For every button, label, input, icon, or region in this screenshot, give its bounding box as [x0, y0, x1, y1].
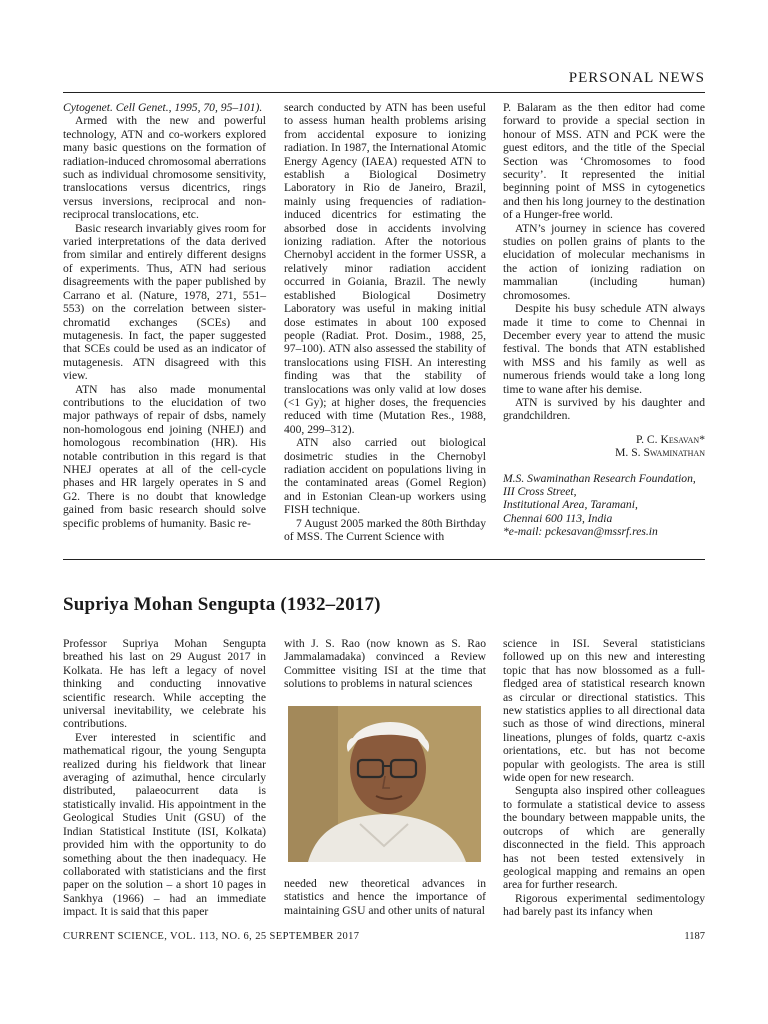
paragraph: ATN’s journey in science has covered studies on pollen grains of plants to the elucidation of molecular mechanisms in the action of ionizing radiation on mammalian (including human) chromosomes. [503, 221, 705, 302]
obituary-column-2-bottom [284, 877, 486, 917]
paragraph: Cytogenet. Cell Genet., 1995, 70, 95–101). [63, 101, 263, 114]
paragraph: search conducted by ATN has been useful to assess human health problems arising from accidental exposure to ionizing radiation. In 1987, the International Atomic Energy Agency (IAEA) requested ATN to establish a Biological Dosimetry Laboratory in Rio de Janeiro, Brazil, mainly using frequencies of radiation-induced dicentrics for estimating the absorbed dose in accidents involving ionizing radiation. After the notorious Chernobyl accident in the former USSR, a relatively minor radiation accident occurred in Goiania, Brazil. The newly established Biological Dosimetry Laboratory was useful in making initial dose estimates in about 100 exposed people (Radiat. Prot. Dosim., 1988, 25, 97–100). ATN also assessed the stability of translocations using FISH. An interesting finding was that the stability of translocations was only valid at low doses (<1 Gy); at higher doses, the frequencies reduced with time (Mutation Res., 1988, 400, 299–312). [284, 101, 486, 436]
paragraph: ATN is survived by his daughter and grandchildren. [503, 395, 705, 423]
section-header: PERSONAL NEWS [568, 70, 705, 86]
paragraph: Despite his busy schedule ATN always made it time to come to Chennai in December every year to attend the music festival. The bonds that ATN established with MSS and his family as well as numerous friends would take a long long time to wane after his demise. [503, 302, 705, 396]
address-line: M.S. Swaminathan Research Foundation, [503, 471, 696, 485]
paragraph: 7 August 2005 marked the 80th Birthday of MSS. The Current Science with [284, 516, 486, 543]
address-line: III Cross Street, [503, 484, 577, 498]
portrait-photo [288, 706, 481, 862]
top-column-2 [284, 101, 486, 543]
header-rule [63, 92, 705, 93]
paragraph: science in ISI. Several statisticians followed up on this new and interesting topic that has now blossomed as a full-fledged area of statistical research known as circular or directional statistics. This new statistics applies to all directional data such as those of wind directions, mineral lineations, plunges of folds, quartz c-axis orientations, etc. but has not become popular with geologists. The area is still wide open for new research. [503, 637, 705, 785]
obituary-column-3 [503, 637, 705, 919]
obituary-column-2-top [284, 637, 486, 691]
paragraph: ATN has also made monumental contributions to the elucidation of two major pathways of repair of dsbs, namely non-homologous end joining (NHEJ) and homologous recombination (HR). His notable contribution in this regard is that NHEJ operates at all of the cell-cycle phases and HR largely operates in S and G2. There is no doubt that knowledge gained from basic research should solve specific problems of humanity. Basic re- [63, 382, 266, 530]
email-line: *e-mail: pckesavan@mssrf.res.in [503, 525, 658, 539]
paragraph: with J. S. Rao (now known as S. Rao Jammalamadaka) convinced a Review Committee visiting ISI at the time that solutions to problems in natural sciences [284, 637, 486, 691]
top-column-3 [503, 101, 705, 539]
section-divider [63, 559, 705, 560]
paragraph: Ever interested in scientific and mathematical rigour, the young Sengupta realized during his fieldwork that linear averaging of azimuthal, hence circularly distributed, palaeocurrent data is statistically invalid. His appointment in the Geological Studies Unit (GSU) of the Indian Statistical Institute (ISI, Kolkata) provided him with the opportunity to do something about the then inadequacy. He collaborated with statisticians and the first paper on the solution – a short 10 pages in Sankhya (1966) – had an immediate impact. It is said that this paper [63, 730, 266, 919]
obituary-title: Supriya Mohan Sengupta (1932–2017) [63, 594, 381, 615]
paragraph: Armed with the new and powerful technology, ATN and co-workers explored many basic questions on the formation of radiation-induced chromosomal aberrations such as individual chromosome sensitivity, translocations versus dicentrics, rings versus inversions, reciprocal and non-reciprocal translocations, etc. [63, 114, 266, 222]
author-address [503, 472, 705, 539]
paragraph: Basic research invariably gives room for varied interpretations of the data derived from similar and entirely different designs of experiments. Thus, ATN had serious disagreements with the paper published by Carrano et al. (Nature, 1978, 271, 551–553) on the correlation between sister-chromatid exchanges (SCEs) and mutagenesis. In fact, the paper suggested that SCEs could be used as an indicator of mutagenesis. ATN disagreed with this view. [63, 221, 266, 383]
paragraph: P. Balaram as the then editor had come forward to provide a special section in honour of MSS. ATN and PCK were the guest editors, and the title of the Special Section was ‘Chromosomes to food security’. It represented the initial beginning point of MSS in cytogenetics and then his long journey to the destination of a Hunger-free world. [503, 101, 705, 222]
paragraph: ATN also carried out biological dosimetric studies in the Chernobyl radiation accident on populations living in the contaminated areas (Gomel Region) and in Estonian Clean-up workers using FISH technique. [284, 436, 486, 517]
signature-block [503, 433, 705, 460]
journal-footer: CURRENT SCIENCE, VOL. 113, NO. 6, 25 SEPTEMBER 2017 [63, 931, 360, 942]
paragraph: needed new theoretical advances in statistics and hence the importance of maintaining GSU and other units of natural [284, 877, 486, 917]
address-line: Chennai 600 113, India [503, 511, 613, 525]
page-number: 1187 [684, 931, 705, 942]
top-column-1 [63, 101, 266, 530]
address-line: Institutional Area, Taramani, [503, 498, 638, 512]
author-signature: P. C. Kesavan* [635, 432, 705, 446]
obituary-column-1 [63, 637, 266, 919]
portrait-illustration [288, 706, 481, 862]
author-signature: M. S. Swaminathan [615, 446, 705, 460]
paragraph: Sengupta also inspired other colleagues to formulate a statistical device to assess the boundary between mappable units, the outcrops of which are generally disconnected in the field. This approach has not been tested extensively in geological mapping and remains an open area for further research. [503, 784, 705, 892]
paragraph: Rigorous experimental sedimentology had barely past its infancy when [503, 891, 705, 919]
paragraph: Professor Supriya Mohan Sengupta breathed his last on 29 August 2017 in Kolkata. He has left a legacy of novel thinking and conducting innovative scientific research. While accepting the universal inevitability, we celebrate his contributions. [63, 637, 266, 731]
